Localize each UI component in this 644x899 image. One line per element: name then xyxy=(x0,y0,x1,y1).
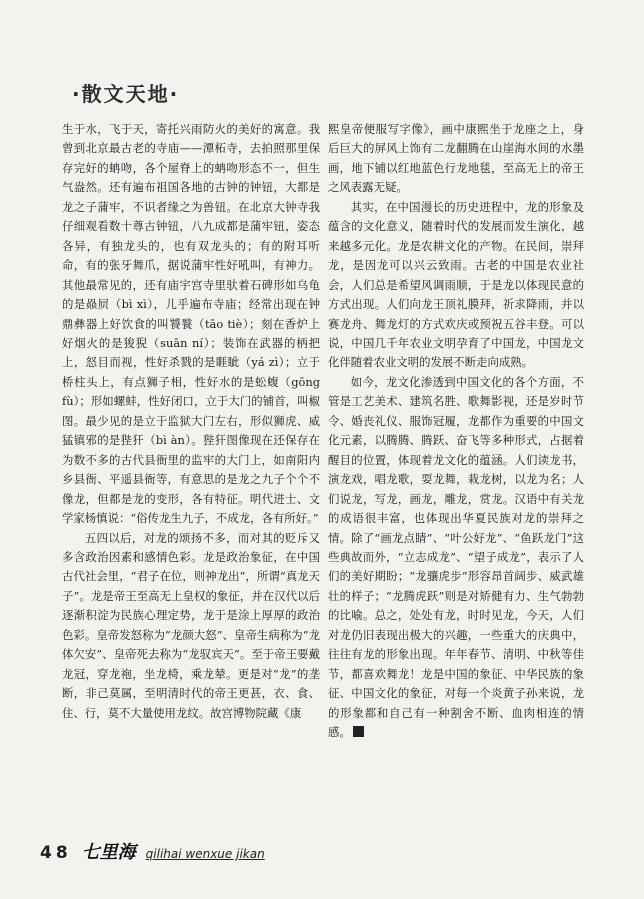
paragraph: 熙皇帝便服写字像》，画中康熙坐于龙座之上，身后巨大的屏风上饰有二龙翻腾在山崖海水间的水墨画，地下铺以红地蓝色行龙地毯，至高无上的帝王之风表露无疑。 xyxy=(328,122,584,195)
paragraph: 五四以后，对龙的颂扬不多，而对其的贬斥又多含政治因素和感情色彩。龙是政治象征，在中国古代社会里，“君子在位，则神龙出”，所谓“真龙天子”。龙是帝王至高无上皇权的象征，并在汉代以后逐渐积淀为民族心理定势，龙于是涂上厚厚的政治色彩。皇帝发怒称为“龙颜大怒”、皇帝生病称为“龙体欠安”、皇帝死去称为“龙驭宾天”。至于帝王要戴龙冠，穿龙袍，坐龙椅，乘龙辇。更是对“龙”的垄断，非己莫属，至明清时代的帝王更甚，衣、食、住、行，莫不大量使用龙纹。故宫博物院藏《康 xyxy=(62,530,320,720)
right-column xyxy=(328,120,584,743)
left-column xyxy=(62,120,320,723)
paragraph-final xyxy=(328,373,584,743)
paragraph: 其实，在中国漫长的历史进程中，龙的形象及蕴含的文化意义，随着时代的发展而发生演化，越来越多元化。龙是农耕文化的产物。在民间，崇拜龙，是因龙可以兴云致雨。古老的中国是农业社会，人们总是希望风调雨顺，于是龙以体现民意的方式出现。人们向龙王顶礼膜拜，祈求降雨，并以赛龙舟、舞龙灯的方式欢庆或预祝五谷丰登。可以说，中国几千年农业文明孕育了中国龙，中国龙文化伴随着农业文明的发展不断走向成熟。 xyxy=(328,199,584,370)
journal-logo: 七里海 xyxy=(81,842,136,863)
section-title: ·散文天地· xyxy=(72,82,180,106)
page-footer xyxy=(40,838,265,864)
paragraph: 生于水，飞于天，寄托兴雨防火的美好的寓意。我曾到北京最古老的寺庙——潭柘寺，去拍照那里保存完好的蚺吻，各个屋脊上的蚺吻形态不一，但生气盎然。还有遍布祖国各地的古钟的钟钮，大都是龙之子蒲牢，不识者缘之为兽钮。在北京大钟寺我仔细观看数十尊古钟钮，八九成都是蒲牢钮，姿态各异，有独龙头的，也有双龙头的；有的附耳听命，有的张牙舞爪，据说蒲牢性好吼叫，有神力。其他最常见的，还有庙宇宫寺里驮着石碑形如乌龟的是赑屃（bì xì），儿乎遍布寺庙；经常出现在钟鼎彝器上好饮食的叫饕餮（tāo tiè）；刻在香炉上好烟火的是狻猊（suān ní）；装饰在武器的柄把上，怒目而视，性好杀戮的是睚眦（yá zì）；立于桥柱头上，有点狮子相，性好水的是蚣蝮（gōng fù）；形如螺蚌，性好闭口，立于大门的铺首，叫椒图。最少见的是立于监狱大门左右，形似狮虎、威猛镇邪的是狴犴（bì àn）。狴犴图像现在还保存在为数不多的古代县衙里的监牢的大门上，如南阳内乡县衙、平遥县衙等，有意思的是龙之九子个个不像龙，但都是龙的变形，各有特征。明代进士、文学家杨慎说：“俗传龙生九子，不成龙，各有所好。” xyxy=(62,122,320,526)
page-number: 48 xyxy=(40,843,72,863)
end-mark-icon xyxy=(353,726,364,737)
journal-pinyin: qilihai wenxue jikan xyxy=(145,847,265,861)
paragraph-text: 如今，龙文化渗透到中国文化的各个方面，不管是工艺美术、建筑名胜、歌舞影视，还是岁时节令、婚丧礼仪、服饰冠履，龙都作为重要的中国文化元素，以腾腾、腾跃、奋飞等多种形式，占据着醒目的位置，体现着龙文化的蕴涵。人们读龙书，演龙戏，唱龙歌，耍龙舞，栽龙树，以龙为名；人们说龙，写龙，画龙，雕龙，赏龙。汉语中有关龙的成语很丰富，也体现出华夏民族对龙的崇拜之情。除了“画龙点睛”、“叶公好龙”、“鱼跃龙门”这些典故而外，“立志成龙”、“望子成龙”，表示了人们的美好期盼；“龙骧虎步”形容昂首阔步、威武雄壮的样子；“龙腾虎跃”则是对矫健有力、生气勃勃的比喻。总之，处处有龙，时时见龙，今天，人们对龙仍旧表现出极大的兴趣，一些重大的庆典中，往往有龙的形象出现。年年春节、清明、中秋等佳节，都喜欢舞龙！龙是中国的象征、中华民族的象征、中国文化的象征，对每一个炎黄子孙来说，龙的形象都和自己有一种割舍不断、血肉相连的情感。 xyxy=(328,374,584,740)
